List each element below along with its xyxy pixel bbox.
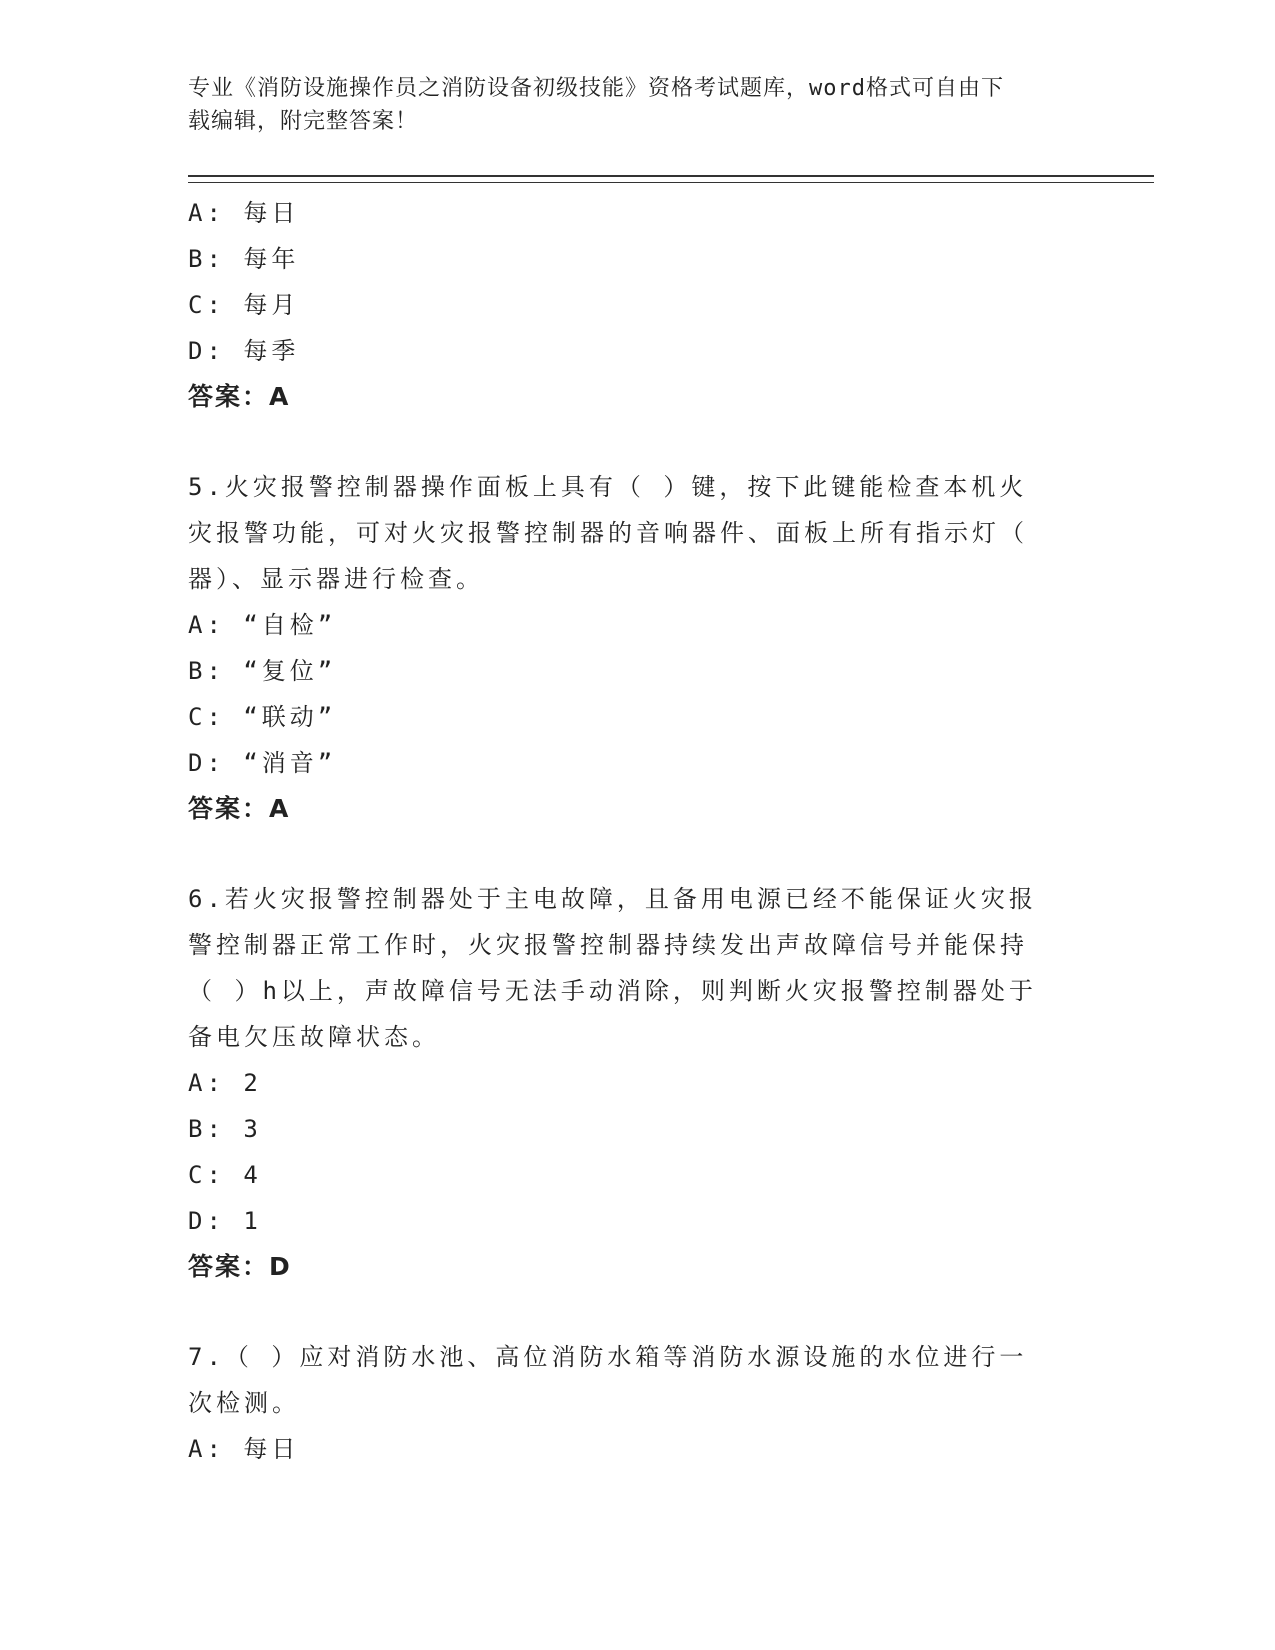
question-block-5: [188, 464, 1088, 832]
question-text-line: 次检测。: [188, 1389, 300, 1417]
question-block-6: [188, 876, 1088, 1290]
option-d: D: 1: [188, 1207, 262, 1235]
option-d: D: “消音”: [188, 749, 337, 777]
option-c: C: 每月: [188, 291, 300, 319]
option-a: A: 每日: [188, 1435, 300, 1463]
answer-line: 答案：A: [188, 382, 291, 411]
answer-line: 答案：D: [188, 1252, 292, 1281]
option-b: B: 每年: [188, 245, 300, 273]
header-rule-thin: [188, 182, 1154, 183]
answer-line: 答案：A: [188, 794, 291, 823]
header-line-2: 载编辑，附完整答案！: [188, 109, 419, 134]
question-text-line: 器）、显示器进行检查。: [188, 565, 484, 593]
question-block-7: [188, 1334, 1088, 1472]
option-a: A: “自检”: [188, 611, 337, 639]
spacer: [188, 832, 1088, 876]
question-text-line: 7.（ ）应对消防水池、高位消防水箱等消防水源设施的水位进行一: [188, 1343, 1028, 1371]
option-c: C: “联动”: [188, 703, 337, 731]
document-header: [188, 72, 1088, 138]
option-b: B: “复位”: [188, 657, 337, 685]
option-d: D: 每季: [188, 337, 300, 365]
question-text-line: 6.若火灾报警控制器处于主电故障，且备用电源已经不能保证火灾报: [188, 885, 1037, 913]
question-text-line: （ ）h以上，声故障信号无法手动消除，则判断火灾报警控制器处于: [188, 977, 1037, 1005]
question-text-line: 灾报警功能，可对火灾报警控制器的音响器件、面板上所有指示灯（: [188, 519, 1028, 547]
option-a: A: 每日: [188, 199, 300, 227]
question-text-line: 警控制器正常工作时，火灾报警控制器持续发出声故障信号并能保持: [188, 931, 1028, 959]
question-content: [188, 190, 1088, 1472]
header-line-1: 专业《消防设施操作员之消防设备初级技能》资格考试题库，word格式可自由下: [188, 76, 1004, 101]
header-rule-thick: [188, 175, 1154, 177]
option-c: C: 4: [188, 1161, 262, 1189]
question-text-line: 5.火灾报警控制器操作面板上具有（ ）键，按下此键能检查本机火: [188, 473, 1028, 501]
spacer: [188, 1290, 1088, 1334]
question-block-4: [188, 190, 1088, 420]
option-b: B: 3: [188, 1115, 262, 1143]
spacer: [188, 420, 1088, 464]
question-text-line: 备电欠压故障状态。: [188, 1023, 440, 1051]
option-a: A: 2: [188, 1069, 262, 1097]
